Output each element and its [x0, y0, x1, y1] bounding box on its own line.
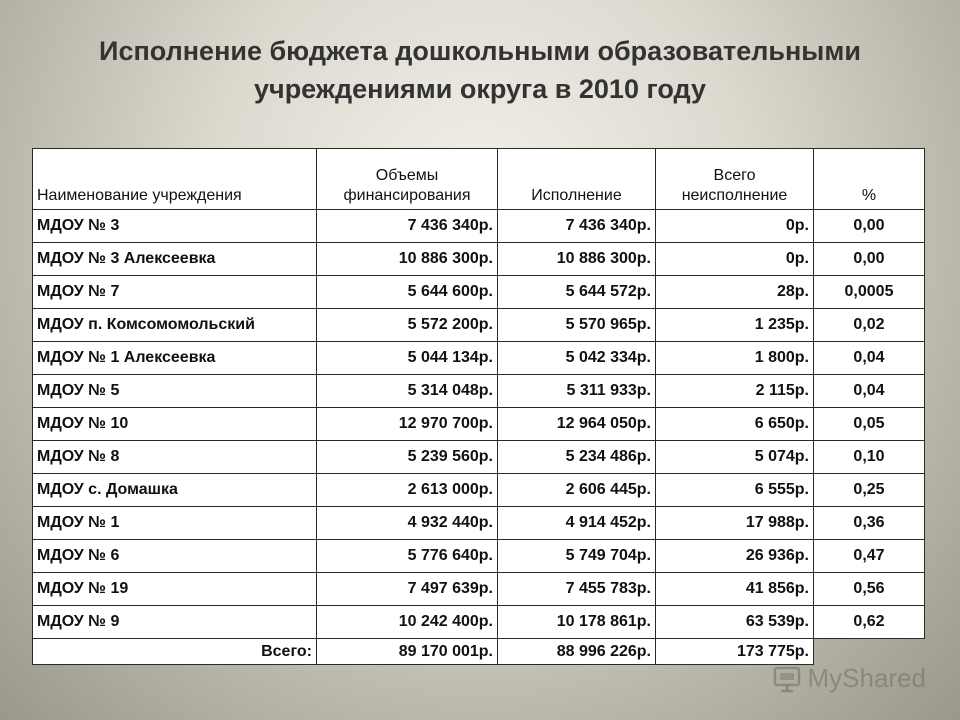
total-execution: 88 996 226р. — [498, 639, 656, 665]
cell-percent: 0,0005 — [814, 276, 925, 309]
header-funding-line-2: финансирования — [343, 187, 471, 204]
header-funding — [317, 149, 498, 210]
cell-name: МДОУ № 19 — [33, 573, 317, 606]
cell-name: МДОУ № 7 — [33, 276, 317, 309]
cell-unexecuted: 2 115р. — [656, 375, 814, 408]
cell-execution: 5 644 572р. — [498, 276, 656, 309]
table-row — [33, 243, 925, 276]
cell-unexecuted: 41 856р. — [656, 573, 814, 606]
cell-execution: 5 042 334р. — [498, 342, 656, 375]
cell-name: МДОУ с. Домашка — [33, 474, 317, 507]
cell-percent: 0,04 — [814, 342, 925, 375]
cell-unexecuted: 5 074р. — [656, 441, 814, 474]
header-unexecuted-line-2: неисполнение — [681, 187, 788, 204]
cell-funding: 5 044 134р. — [317, 342, 498, 375]
total-label: Всего: — [33, 639, 317, 665]
cell-execution: 4 914 452р. — [498, 507, 656, 540]
total-unexecuted: 173 775р. — [656, 639, 814, 665]
cell-funding: 5 314 048р. — [317, 375, 498, 408]
cell-percent: 0,05 — [814, 408, 925, 441]
header-unexecuted-line-1: Всего — [713, 167, 756, 184]
cell-name: МДОУ № 3 — [33, 210, 317, 243]
table-row — [33, 474, 925, 507]
header-percent: % — [814, 149, 925, 210]
cell-name: МДОУ № 9 — [33, 606, 317, 639]
cell-percent: 0,47 — [814, 540, 925, 573]
cell-funding: 7 497 639р. — [317, 573, 498, 606]
cell-unexecuted: 1 800р. — [656, 342, 814, 375]
watermark — [772, 663, 927, 694]
cell-percent: 0,10 — [814, 441, 925, 474]
cell-unexecuted: 17 988р. — [656, 507, 814, 540]
cell-name: МДОУ № 6 — [33, 540, 317, 573]
cell-execution: 5 234 486р. — [498, 441, 656, 474]
cell-funding: 10 242 400р. — [317, 606, 498, 639]
cell-name: МДОУ № 8 — [33, 441, 317, 474]
watermark-text: MyShared — [807, 663, 926, 693]
cell-unexecuted: 0р. — [656, 210, 814, 243]
cell-funding: 5 572 200р. — [317, 309, 498, 342]
cell-name: МДОУ № 3 Алексеевка — [33, 243, 317, 276]
total-funding: 89 170 001р. — [317, 639, 498, 665]
cell-percent: 0,56 — [814, 573, 925, 606]
title-line-1: Исполнение бюджета дошкольными образовательными — [99, 36, 861, 66]
table-row — [33, 375, 925, 408]
cell-execution: 10 178 861р. — [498, 606, 656, 639]
cell-name: МДОУ № 5 — [33, 375, 317, 408]
cell-percent: 0,02 — [814, 309, 925, 342]
total-empty-cell — [814, 639, 925, 665]
cell-percent: 0,62 — [814, 606, 925, 639]
cell-unexecuted: 6 650р. — [656, 408, 814, 441]
cell-funding: 12 970 700р. — [317, 408, 498, 441]
cell-execution: 12 964 050р. — [498, 408, 656, 441]
cell-percent: 0,00 — [814, 243, 925, 276]
cell-name: МДОУ № 10 — [33, 408, 317, 441]
table-row — [33, 309, 925, 342]
cell-execution: 5 570 965р. — [498, 309, 656, 342]
cell-unexecuted: 63 539р. — [656, 606, 814, 639]
table-row — [33, 408, 925, 441]
table-row — [33, 573, 925, 606]
cell-name: МДОУ № 1 Алексеевка — [33, 342, 317, 375]
table-row — [33, 606, 925, 639]
table-row — [33, 540, 925, 573]
table-header-row — [33, 149, 925, 210]
cell-funding: 4 932 440р. — [317, 507, 498, 540]
budget-table — [32, 148, 925, 665]
cell-execution: 5 749 704р. — [498, 540, 656, 573]
cell-execution: 7 436 340р. — [498, 210, 656, 243]
cell-name: МДОУ № 1 — [33, 507, 317, 540]
cell-unexecuted: 0р. — [656, 243, 814, 276]
presentation-board-icon — [772, 664, 802, 694]
table-row — [33, 342, 925, 375]
header-unexecuted — [656, 149, 814, 210]
cell-name: МДОУ п. Комсомомольский — [33, 309, 317, 342]
cell-unexecuted: 1 235р. — [656, 309, 814, 342]
table-row — [33, 507, 925, 540]
cell-unexecuted: 6 555р. — [656, 474, 814, 507]
cell-unexecuted: 28р. — [656, 276, 814, 309]
cell-funding: 7 436 340р. — [317, 210, 498, 243]
cell-execution: 7 455 783р. — [498, 573, 656, 606]
cell-funding: 5 239 560р. — [317, 441, 498, 474]
cell-funding: 2 613 000р. — [317, 474, 498, 507]
cell-funding: 10 886 300р. — [317, 243, 498, 276]
header-execution: Исполнение — [498, 149, 656, 210]
cell-percent: 0,25 — [814, 474, 925, 507]
cell-execution: 10 886 300р. — [498, 243, 656, 276]
total-row — [33, 639, 925, 665]
cell-funding: 5 644 600р. — [317, 276, 498, 309]
cell-unexecuted: 26 936р. — [656, 540, 814, 573]
slide-title — [0, 32, 960, 108]
table-row — [33, 441, 925, 474]
cell-percent: 0,36 — [814, 507, 925, 540]
header-funding-line-1: Объемы — [375, 167, 439, 184]
table-row — [33, 210, 925, 243]
cell-funding: 5 776 640р. — [317, 540, 498, 573]
table-row — [33, 276, 925, 309]
header-name: Наименование учреждения — [33, 149, 317, 210]
cell-execution: 2 606 445р. — [498, 474, 656, 507]
cell-execution: 5 311 933р. — [498, 375, 656, 408]
cell-percent: 0,04 — [814, 375, 925, 408]
title-line-2: учреждениями округа в 2010 году — [254, 74, 706, 104]
table-body — [33, 210, 925, 665]
cell-percent: 0,00 — [814, 210, 925, 243]
